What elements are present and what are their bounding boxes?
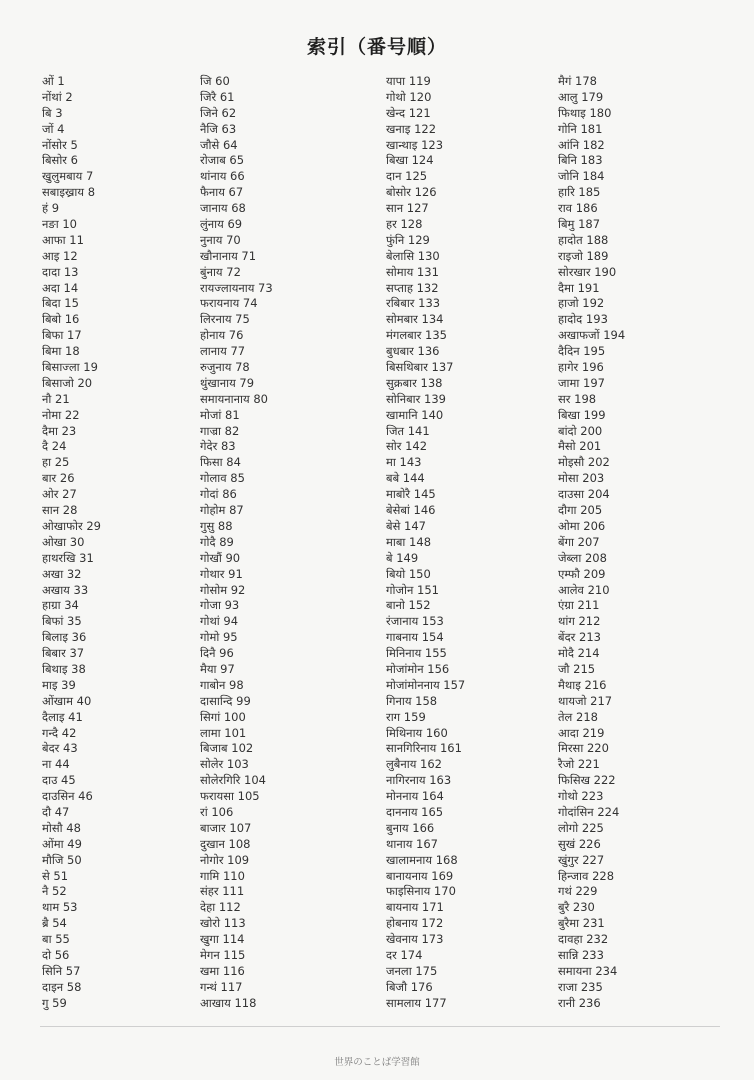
- index-entry: खान्थाइ 123: [386, 137, 444, 152]
- index-entry: बेंगा 207: [558, 534, 600, 549]
- index-entry: थांग 212: [558, 614, 601, 629]
- index-entry: खुंगुर 227: [558, 852, 605, 867]
- index-entry: रां 106: [200, 804, 234, 819]
- index-column-4: [558, 74, 728, 1012]
- index-entry: यापा 119: [386, 74, 431, 88]
- index-column-2: [200, 74, 386, 1012]
- index-entry: हं 9: [42, 201, 60, 216]
- index-entry: फरायसा 105: [200, 789, 260, 804]
- index-entry: दै 24: [42, 439, 67, 454]
- index-entry: गुसु 88: [200, 518, 233, 533]
- index-entry: ओमा 206: [558, 518, 606, 533]
- index-entry: फाइसिनाय 170: [386, 884, 456, 899]
- index-entry: माबा 148: [386, 534, 432, 549]
- index-entry: सुक्रबार 138: [386, 375, 443, 390]
- index-entry: हाजो 192: [558, 296, 605, 311]
- index-entry: बिफां 35: [42, 614, 82, 629]
- index-entry: गोथो 120: [386, 89, 432, 104]
- index-entry: जौ 215: [558, 661, 596, 676]
- index-entry: सोमबार 134: [386, 312, 444, 327]
- index-entry: हादोत 188: [558, 232, 609, 247]
- index-entry: गन्थं 117: [200, 979, 243, 994]
- index-entry: आफा 11: [42, 232, 84, 247]
- index-entry: मोजांमोननाय 157: [386, 677, 466, 692]
- index-entry: थांनाय 66: [200, 169, 245, 184]
- index-entry: खुगा 114: [200, 932, 245, 947]
- index-entry: अखा 32: [42, 566, 82, 581]
- index-entry: आंनि 182: [558, 137, 605, 152]
- index-entry: सप्ताह 132: [386, 280, 439, 295]
- index-entry: ओर 27: [42, 487, 77, 502]
- index-entry: जि 60: [200, 74, 230, 88]
- index-entry: सोनिबार 139: [386, 391, 446, 406]
- index-entry: मंगलबार 135: [386, 328, 448, 343]
- index-entry: गोखौं 90: [200, 550, 241, 565]
- index-entry: राग 159: [386, 709, 426, 724]
- index-entry: लिरनाय 75: [200, 312, 250, 327]
- index-entry: नोगोर 109: [200, 852, 250, 867]
- index-entry: फिसा 84: [200, 455, 241, 470]
- index-entry: गेदेर 83: [200, 439, 236, 454]
- index-entry: ओखा 30: [42, 534, 85, 549]
- index-entry: सोर 142: [386, 439, 428, 454]
- index-entry: गन्दै 42: [42, 725, 77, 740]
- index-column-1: [42, 74, 200, 1012]
- index-entry: दो 56: [42, 947, 70, 962]
- index-entry: बिखा 199: [558, 407, 606, 422]
- index-entry: नोंसोर 5: [42, 137, 78, 152]
- index-entry: गोलाव 85: [200, 471, 245, 486]
- index-entry: सिगां 100: [200, 709, 246, 724]
- index-entry: हाथरखि 31: [42, 550, 94, 565]
- index-entry: मोननाय 164: [386, 789, 444, 804]
- index-entry: दौगा 205: [558, 503, 603, 518]
- index-entry: सबाइख्राय 8: [42, 185, 96, 200]
- index-entry: बिमा 18: [42, 344, 80, 359]
- index-entry: बिबो 16: [42, 312, 80, 327]
- index-entry: आदा 219: [558, 725, 605, 740]
- index-entry: मोइसौ 202: [558, 455, 610, 470]
- index-entry: सान 28: [42, 503, 78, 518]
- index-entry: गोथां 94: [200, 614, 239, 629]
- index-entry: खेवनाय 173: [386, 932, 444, 947]
- index-entry: माबोरै 145: [386, 487, 436, 502]
- index-entry: मैगं 178: [558, 74, 597, 88]
- index-entry: बुनाय 166: [386, 820, 435, 835]
- index-entry: अदा 14: [42, 280, 79, 295]
- index-entry: फैनाय 67: [200, 185, 244, 200]
- index-entry: बेलासि 130: [386, 248, 440, 263]
- index-entry: लामा 101: [200, 725, 247, 740]
- index-entry: संहर 111: [200, 884, 245, 899]
- index-entry: सान 127: [386, 201, 429, 216]
- index-entry: बांदो 200: [558, 423, 603, 438]
- index-entry: सुखं 226: [558, 836, 601, 851]
- index-entry: गोसोम 92: [200, 582, 246, 597]
- index-entry: खुलुमबाय 7: [42, 169, 94, 184]
- index-entry: थानाय 167: [386, 836, 438, 851]
- index-entry: बानो 152: [386, 598, 431, 613]
- index-entry: मैसो 201: [558, 439, 602, 454]
- index-entry: गामि 110: [200, 868, 245, 883]
- index-entry: आखाय 118: [200, 995, 257, 1010]
- index-entry: दैमा 191: [558, 280, 600, 295]
- index-entry: हिन्जाव 228: [558, 868, 615, 883]
- index-entry: दावहा 232: [558, 932, 609, 947]
- index-entry: रबिबार 133: [386, 296, 441, 311]
- index-entry: मैया 97: [200, 661, 235, 676]
- index-entry: सर 198: [558, 391, 597, 406]
- index-entry: माइ 39: [42, 677, 76, 692]
- index-entry: गोथार 91: [200, 566, 243, 581]
- index-entry: बुरै 230: [558, 900, 595, 915]
- index-entry: राइजो 189: [558, 248, 609, 263]
- index-entry: गोदां 86: [200, 487, 237, 502]
- index-entry: दैमा 23: [42, 423, 77, 438]
- index-entry: नोमा 22: [42, 407, 80, 422]
- index-entry: हारि 185: [558, 185, 601, 200]
- index-entry: सिनि 57: [42, 963, 81, 978]
- index-entry: मोदै 214: [558, 646, 600, 661]
- index-entry: दैलाइ 41: [42, 709, 83, 724]
- index-entry: दौ 47: [42, 804, 70, 819]
- index-entry: रैजो 221: [558, 757, 600, 772]
- index-entry: रानी 236: [558, 995, 601, 1010]
- index-entry: गोदांसिन 224: [558, 804, 620, 819]
- index-entry: जनला 175: [386, 963, 438, 978]
- index-entry: जेब्ला 208: [558, 550, 607, 565]
- index-entry: हा 25: [42, 455, 70, 470]
- index-entry: नै 52: [42, 884, 67, 899]
- index-entry: रायज्लायनाय 73: [200, 280, 273, 295]
- index-entry: बबे 144: [386, 471, 425, 486]
- index-entry: खौनानाय 71: [200, 248, 257, 263]
- index-entry: राजा 235: [558, 979, 603, 994]
- index-entry: ब्रै 54: [42, 916, 67, 931]
- index-entry: दुखान 108: [200, 836, 251, 851]
- index-entry: ओखाफोर 29: [42, 518, 101, 533]
- index-entry: जित 141: [386, 423, 430, 438]
- index-entry: बिसोर 6: [42, 153, 78, 168]
- index-entry: फिसिख 222: [558, 773, 616, 788]
- index-entry: आलेव 210: [558, 582, 610, 597]
- index-entry: बायनाय 171: [386, 900, 444, 915]
- index-entry: दादा 13: [42, 264, 79, 279]
- index-entry: थाम 53: [42, 900, 78, 915]
- index-entry: गिनाय 158: [386, 693, 438, 708]
- index-entry: मौजि 50: [42, 852, 82, 867]
- footer-text: 世界のことば学習館: [334, 1057, 420, 1068]
- index-entry: बेसेबां 146: [386, 503, 436, 518]
- index-entry: रुजुनाय 78: [200, 360, 250, 375]
- page-title: 索引（番号順）: [306, 36, 447, 58]
- index-entry: ओं 1: [42, 74, 65, 88]
- index-entry: जिरै 61: [200, 89, 235, 104]
- index-entry: बेसे 147: [386, 518, 426, 533]
- index-entry: बुंनाय 72: [200, 264, 241, 279]
- index-entry: बिसाजो 20: [42, 375, 93, 390]
- index-entry: गाबनाय 154: [386, 630, 444, 645]
- index-entry: लुंनाय 69: [200, 217, 243, 232]
- index-entry: बुरैमा 231: [558, 916, 605, 931]
- index-entry: दिनै 96: [200, 646, 234, 661]
- index-entry: मोजां 81: [200, 407, 240, 422]
- index-entry: खनाइ 122: [386, 121, 437, 136]
- index-entry: दाउसा 204: [558, 487, 610, 502]
- index-entry: फिथाइ 180: [558, 105, 612, 120]
- index-entry: गाबोन 98: [200, 677, 244, 692]
- index-entry: बा 55: [42, 932, 70, 947]
- index-entry: बेंदर 213: [558, 630, 601, 645]
- index-entry: एम्फौ 209: [558, 566, 606, 581]
- index-entry: खामानि 140: [386, 407, 444, 422]
- index-entry: दाउसिन 46: [42, 789, 93, 804]
- index-entry: बि 3: [42, 105, 63, 120]
- index-entry: होनाय 76: [200, 328, 244, 343]
- index-entry: जोनि 184: [558, 169, 605, 184]
- index-entry: तेल 218: [558, 709, 598, 724]
- index-entry: सोरखार 190: [558, 264, 617, 279]
- index-entry: दाउ 45: [42, 773, 76, 788]
- index-entry: ओंमा 49: [42, 836, 82, 851]
- index-entry: गोजोन 151: [386, 582, 439, 597]
- index-entry: लानाय 77: [200, 344, 246, 359]
- index-entry: आइ 12: [42, 248, 78, 263]
- index-entry: मिनिनाय 155: [386, 646, 447, 661]
- index-entry: जानाय 68: [200, 201, 246, 216]
- index-entry: आलु 179: [558, 89, 604, 104]
- index-entry: मोसा 203: [558, 471, 605, 486]
- index-entry: ओंखाम 40: [42, 693, 92, 708]
- index-entry: मिरसा 220: [558, 741, 609, 756]
- index-entry: नङा 10: [42, 217, 77, 232]
- index-entry: नोंथां 2: [42, 89, 73, 104]
- index-entry: गथं 229: [558, 884, 598, 899]
- index-entry: सान्नि 233: [558, 947, 604, 962]
- index-entry: सोलेरगिरि 104: [200, 773, 266, 788]
- index-entry: होबनाय 172: [386, 916, 444, 931]
- index-entry: खेन्द 121: [386, 105, 431, 120]
- index-entry: बे 149: [386, 550, 419, 565]
- index-entry: रोजाब 65: [200, 153, 245, 168]
- index-entry: गोजा 93: [200, 598, 240, 613]
- index-entry: थायजो 217: [558, 693, 613, 708]
- index-entry: थुंखानाय 79: [200, 375, 255, 390]
- index-entry: बिखा 124: [386, 153, 434, 168]
- index-entry: खालामनाय 168: [386, 852, 458, 867]
- index-entry: बिजौ 176: [386, 979, 433, 994]
- index-entry: बिदा 15: [42, 296, 79, 311]
- index-entry: बियो 150: [386, 566, 431, 581]
- index-entry: से 51: [42, 868, 69, 883]
- index-entry: बिलाइ 36: [42, 630, 87, 645]
- index-entry: बिसाज्ला 19: [42, 360, 98, 375]
- index-entry: गोनि 181: [558, 121, 603, 136]
- index-entry: बिनि 183: [558, 153, 603, 168]
- index-entry: जौसे 64: [200, 137, 238, 152]
- index-entry: गु 59: [42, 995, 67, 1010]
- footer-divider: [40, 1026, 720, 1027]
- index-entry: सानगिरिनाय 161: [386, 741, 462, 756]
- index-entry: दान 125: [386, 169, 428, 184]
- index-entry: खोरो 113: [200, 916, 246, 931]
- index-entry: दासान्दि 99: [200, 693, 251, 708]
- index-entry: दाइन 58: [42, 979, 82, 994]
- index-entry: हर 128: [386, 217, 423, 232]
- index-entry: बाजार 107: [200, 820, 252, 835]
- index-entry: बिसथिबार 137: [386, 360, 454, 375]
- index-entry: दैदिन 195: [558, 344, 606, 359]
- index-entry: एंग्रा 211: [558, 598, 600, 613]
- index-entry: गोदै 89: [200, 534, 234, 549]
- index-entry: नौ 21: [42, 391, 70, 406]
- index-entry: बेदर 43: [42, 741, 78, 756]
- index-column-3: [386, 74, 558, 1012]
- index-entry: लोगो 225: [558, 820, 604, 835]
- index-entry: समायनानाय 80: [200, 391, 268, 406]
- index-entry: गाज्रा 82: [200, 423, 240, 438]
- index-entry: जामा 197: [558, 375, 605, 390]
- index-entry: बोसोर 126: [386, 185, 437, 200]
- index-entry: गोमो 95: [200, 630, 238, 645]
- index-entry: लुबैनाय 162: [386, 757, 442, 772]
- index-entry: बार 26: [42, 471, 75, 486]
- index-entry: बिबार 37: [42, 646, 85, 661]
- index-entry: फरायनाय 74: [200, 296, 258, 311]
- index-entry: खमा 116: [200, 963, 245, 978]
- index-entry: फुंनि 129: [386, 232, 430, 247]
- index-entry: रंजानाय 153: [386, 614, 444, 629]
- index-entry: जों 4: [42, 121, 65, 136]
- index-entry: मोजांमोन 156: [386, 661, 450, 676]
- index-entry: सोमाय 131: [386, 264, 439, 279]
- index-entry: हागेर 196: [558, 360, 604, 375]
- index-entry: सामलाय 177: [386, 995, 447, 1010]
- index-entry: हादोद 193: [558, 312, 608, 327]
- index-entry: मैथाइ 216: [558, 677, 607, 692]
- index-entry: अखाफजों 194: [558, 328, 626, 343]
- index-entry: बिमु 187: [558, 217, 601, 232]
- index-entry: बुधबार 136: [386, 344, 440, 359]
- index-entry: गोथो 223: [558, 789, 604, 804]
- index-columns: [42, 74, 734, 1012]
- index-entry: बानायनाय 169: [386, 868, 454, 883]
- index-entry: बिजाब 102: [200, 741, 254, 756]
- index-entry: अखाय 33: [42, 582, 89, 597]
- index-entry: देहा 112: [200, 900, 241, 915]
- index-entry: नागिरनाय 163: [386, 773, 452, 788]
- index-entry: गोहोम 87: [200, 503, 244, 518]
- index-entry: हाग्रा 34: [42, 598, 79, 613]
- index-entry: समायना 234: [558, 963, 618, 978]
- index-entry: ना 44: [42, 757, 70, 772]
- index-entry: दर 174: [386, 947, 423, 962]
- index-entry: दाननाय 165: [386, 804, 444, 819]
- index-entry: मेगन 115: [200, 947, 246, 962]
- index-entry: जिने 62: [200, 105, 237, 120]
- index-entry: नुनाय 70: [200, 232, 241, 247]
- index-entry: सोलेर 103: [200, 757, 249, 772]
- index-entry: नैजि 63: [200, 121, 237, 136]
- index-entry: मिथिनाय 160: [386, 725, 448, 740]
- index-entry: बिफा 17: [42, 328, 82, 343]
- index-entry: राव 186: [558, 201, 598, 216]
- index-entry: मा 143: [386, 455, 422, 470]
- index-entry: बिथाइ 38: [42, 661, 86, 676]
- index-entry: मोसौ 48: [42, 820, 81, 835]
